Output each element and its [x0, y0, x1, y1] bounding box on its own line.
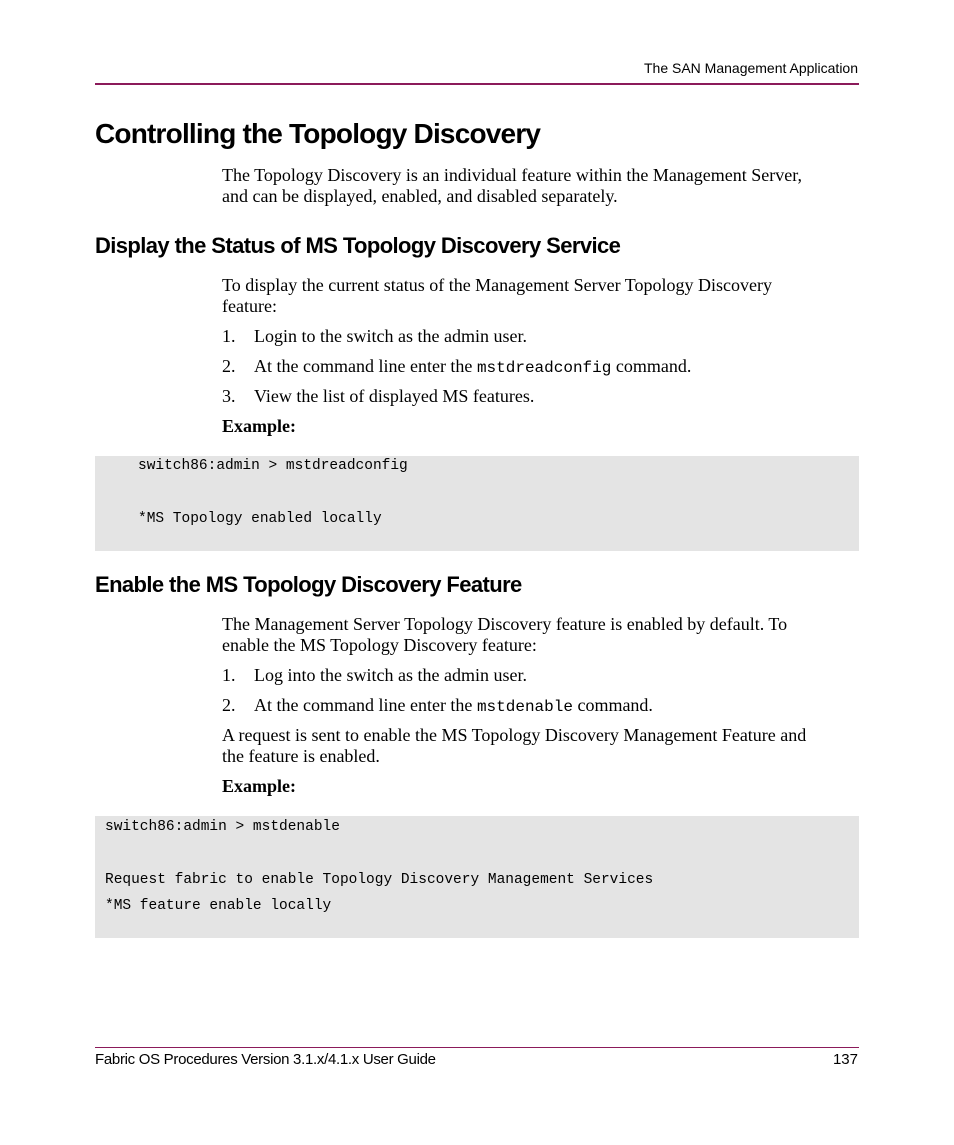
command-name: mstdreadconfig: [476, 359, 612, 377]
intro-line: To display the current status of the Management Server Topology Discovery: [222, 275, 773, 295]
list-item: [222, 695, 862, 718]
list-item: [222, 386, 862, 407]
code-block: [95, 456, 859, 551]
page-number: 137: [832, 1051, 858, 1068]
subsection-title: Display the Status of MS Topology Discovery Service: [95, 233, 621, 258]
step-number: 2.: [222, 695, 236, 715]
list-item: [222, 665, 862, 686]
intro-line: and can be displayed, enabled, and disabled separately.: [222, 186, 618, 206]
step-number: 1.: [222, 326, 236, 346]
result-line: the feature is enabled.: [222, 746, 380, 766]
code-line: switch86:admin > mstdreadconfig: [138, 458, 408, 474]
intro-line: feature:: [222, 296, 277, 316]
step-text: Login to the switch as the admin user.: [254, 326, 527, 346]
example-label: Example:: [222, 776, 296, 796]
subsection-title: Enable the MS Topology Discovery Feature: [95, 572, 522, 597]
step-number: 1.: [222, 665, 236, 685]
result-line: A request is sent to enable the MS Topology Discovery Management Feature and: [222, 725, 807, 745]
intro-line: The Topology Discovery is an individual feature within the Management Server,: [222, 165, 803, 185]
section-title: Controlling the Topology Discovery: [95, 118, 541, 149]
code-block: [95, 816, 859, 938]
step-text: At the command line enter the: [254, 356, 477, 376]
footer-guide-title: Fabric OS Procedures Version 3.1.x/4.1.x User Guide: [95, 1051, 436, 1068]
step-number: 3.: [222, 386, 236, 406]
header-title: The SAN Management Application: [643, 60, 858, 76]
subsection-intro: [222, 275, 862, 317]
step-text: At the command line enter the: [254, 695, 477, 715]
footer-rule: [95, 1047, 859, 1048]
step-text: View the list of displayed MS features.: [254, 386, 535, 406]
command-name: mstdenable: [476, 698, 573, 716]
example-label: Example:: [222, 416, 296, 436]
subsection-intro: [222, 614, 862, 656]
code-line: *MS Topology enabled locally: [138, 511, 382, 527]
step-text: Log into the switch as the admin user.: [254, 665, 527, 685]
intro-paragraph: [222, 165, 862, 207]
code-line: Request fabric to enable Topology Discovery Management Services: [105, 872, 654, 888]
intro-line: enable the MS Topology Discovery feature:: [222, 635, 537, 655]
code-line: *MS feature enable locally: [105, 898, 332, 914]
list-item: [222, 356, 862, 379]
step-text: command.: [572, 695, 653, 715]
list-item: [222, 326, 862, 347]
code-line: switch86:admin > mstdenable: [105, 819, 340, 835]
step-number: 2.: [222, 356, 236, 376]
header-rule: [95, 83, 859, 85]
intro-line: The Management Server Topology Discovery feature is enabled by default. To: [222, 614, 788, 634]
step-text: command.: [611, 356, 692, 376]
result-paragraph: [222, 725, 862, 767]
